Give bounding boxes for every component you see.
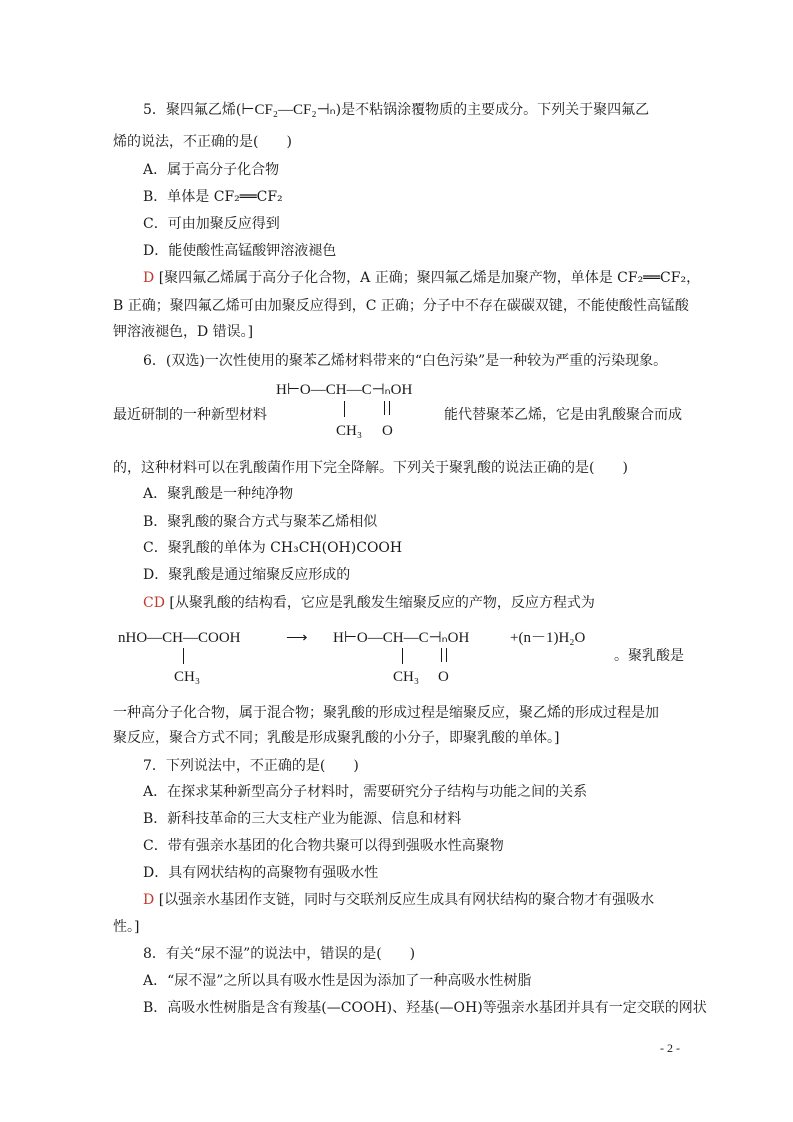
q7-option-b: B．新科技革命的三大支柱产业为能源、信息和材料 bbox=[143, 811, 462, 827]
q6-explanation-text1: [从聚乳酸的结构看，它应是乳酸发生缩聚反应的产物，反应方程式为 bbox=[169, 595, 595, 611]
q5-option-d: D．能使酸性高锰酸钾溶液褪色 bbox=[143, 243, 337, 259]
equation-right-bond bbox=[402, 648, 403, 664]
q7-explanation-line2: 性。] bbox=[113, 919, 140, 935]
equation-left-ch3: CH₃ bbox=[174, 669, 201, 685]
q5-option-a: A．属于高分子化合物 bbox=[143, 162, 280, 178]
equation-tail: +(n－1)H₂O bbox=[510, 630, 586, 646]
q6-stem-line3: 的，这种材料可以在乳酸菌作用下完全降解。下列关于聚乳酸的说法正确的是( ) bbox=[113, 460, 628, 476]
q7-explanation-text1: [以强亲水基团作支链，同时与交联剂反应生成具有网状结构的聚合物才有强吸水 bbox=[158, 892, 655, 908]
q8-option-b: B．高吸水性树脂是含有羧基(—COOH)、羟基(—OH)等强亲水基团并具有一定交联的网状 bbox=[143, 1000, 707, 1016]
equation-right: H⊢O—CH—C⊣ₙOH bbox=[333, 630, 470, 646]
q7-explanation-line1 bbox=[143, 890, 654, 910]
q6-option-c: C．聚乳酸的单体为 CH₃CH(OH)COOH bbox=[143, 540, 403, 556]
q6-option-b: B．聚乳酸的聚合方式与聚苯乙烯相似 bbox=[143, 514, 378, 530]
q5-explanation-line2: B 正确；聚四氟乙烯可由加聚反应得到，C 正确；分子中不存在碳碳双键，不能使酸性高锰酸 bbox=[113, 298, 689, 314]
q6-stem-line1: 6．(双选)一次性使用的聚苯乙烯材料带来的“白色污染”是一种较为严重的污染现象。 bbox=[143, 353, 668, 369]
q5-stem-suffix: )是不粘锅涂覆物质的主要成分。下列关于聚四氟乙 bbox=[335, 102, 650, 118]
equation-right-double-bond bbox=[441, 648, 447, 662]
ptfe-formula: ⊢CF₂—CF₂⊣ₙ bbox=[241, 102, 336, 118]
q5-stem-line2: 烯的说法，不正确的是( ) bbox=[113, 134, 292, 150]
q5-option-b: B．单体是 CF₂══CF₂ bbox=[143, 189, 283, 205]
equation-after: 。聚乳酸是 bbox=[614, 648, 684, 664]
q7-answer: D bbox=[143, 892, 155, 908]
q6-stem-line2-prefix: 最近研制的一种新型材料 bbox=[113, 407, 267, 423]
q6-explanation-line1 bbox=[143, 593, 595, 613]
q6-answer: CD bbox=[143, 595, 165, 611]
polylactic-acid-structure: H⊢O—CH—C⊣ₙOH bbox=[276, 382, 413, 398]
q6-explanation-line3: 聚反应，聚合方式不同；乳酸是形成聚乳酸的小分子，即聚乳酸的单体。] bbox=[113, 730, 560, 746]
equation-left: nHO—CH—COOH bbox=[118, 630, 241, 646]
q5-stem-line1 bbox=[143, 100, 649, 120]
structure-double-bond bbox=[384, 401, 390, 415]
q7-stem: 7．下列说法中，不正确的是( ) bbox=[143, 758, 359, 774]
q8-stem: 8．有关“尿不湿”的说法中，错误的是( ) bbox=[143, 946, 416, 962]
structure-o: O bbox=[382, 423, 393, 439]
q6-stem-line2-suffix: 能代替聚苯乙烯，它是由乳酸聚合而成 bbox=[444, 407, 682, 423]
q5-explanation-line3: 钾溶液褪色，D 错误。] bbox=[113, 324, 254, 340]
q5-explanation-text1: [聚四氟乙烯属于高分子化合物，A 正确；聚四氟乙烯是加聚产物，单体是 CF₂══CF₂， bbox=[158, 270, 701, 286]
equation-arrow: ⟶ bbox=[286, 630, 308, 646]
equation-right-ch3: CH₃ bbox=[393, 669, 420, 685]
q5-answer: D bbox=[143, 270, 155, 286]
q5-option-c: C．可由加聚反应得到 bbox=[143, 216, 280, 232]
q5-explanation-line1 bbox=[143, 268, 700, 288]
q5-stem-prefix: 5．聚四氟乙烯( bbox=[143, 102, 242, 118]
q7-option-d: D．具有网状结构的高聚物有强吸水性 bbox=[143, 865, 379, 881]
q8-option-a: A．“尿不湿”之所以具有吸水性是因为添加了一种高吸水性树脂 bbox=[143, 973, 532, 989]
page-number: - 2 - bbox=[660, 1041, 680, 1055]
q6-option-d: D．聚乳酸是通过缩聚反应形成的 bbox=[143, 567, 351, 583]
q7-option-c: C．带有强亲水基团的化合物共聚可以得到强吸水性高聚物 bbox=[143, 838, 504, 854]
structure-ch3: CH₃ bbox=[336, 423, 363, 439]
q7-option-a: A．在探求某种新型高分子材料时，需要研究分子结构与功能之间的关系 bbox=[143, 784, 588, 800]
structure-bond-vertical bbox=[344, 401, 345, 417]
q6-explanation-line2: 一种高分子化合物，属于混合物；聚乳酸的形成过程是缩聚反应，聚乙烯的形成过程是加 bbox=[113, 705, 659, 721]
q6-option-a: A．聚乳酸是一种纯净物 bbox=[143, 486, 294, 502]
equation-left-bond bbox=[183, 648, 184, 664]
equation-right-o: O bbox=[438, 669, 449, 685]
